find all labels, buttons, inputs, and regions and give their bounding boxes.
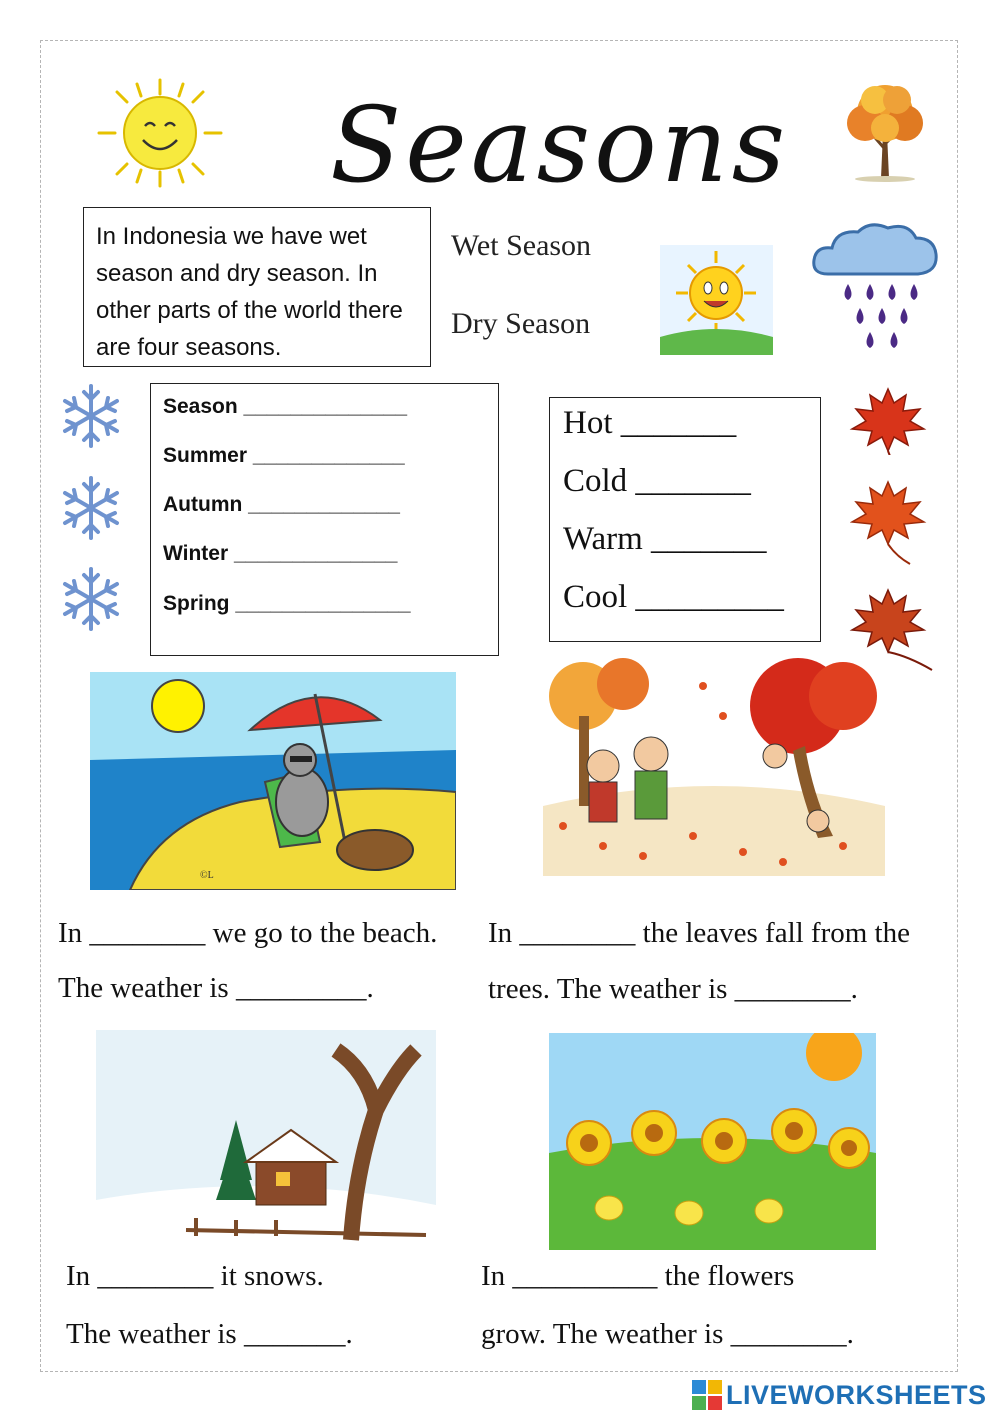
season-row-summer[interactable]: Summer _____________: [163, 444, 405, 467]
snowflake-icon: [58, 474, 124, 542]
autumn-park-picture: [543, 656, 885, 876]
temp-row-hot[interactable]: Hot _______: [563, 405, 737, 441]
temp-row-cool[interactable]: Cool _________: [563, 579, 784, 615]
temp-row-cold[interactable]: Cold _______: [563, 463, 751, 499]
spring-sentence-line2[interactable]: grow. The weather is ________.: [481, 1318, 854, 1350]
liveworksheets-logo-icon: [692, 1380, 722, 1410]
season-row-autumn[interactable]: Autumn _____________: [163, 493, 400, 516]
season-row-winter[interactable]: Winter ______________: [163, 542, 398, 565]
snowflake-icon: [58, 382, 124, 450]
autumn-sentence-line1[interactable]: In ________ the leaves fall from the: [488, 917, 910, 949]
winter-sentence-line2[interactable]: The weather is _______.: [66, 1318, 353, 1350]
maple-leaf-icon: [850, 478, 930, 568]
spring-flowers-picture: [549, 1033, 876, 1250]
temp-row-warm[interactable]: Warm _______: [563, 521, 767, 557]
winter-sentence-line1[interactable]: In ________ it snows.: [66, 1260, 324, 1292]
winter-cabin-picture: [96, 1030, 436, 1250]
liveworksheets-logo[interactable]: [690, 1374, 990, 1414]
season-table: [150, 383, 499, 656]
season-row-header[interactable]: Season ______________: [163, 395, 408, 418]
spring-sentence-line1[interactable]: In __________ the flowers: [481, 1260, 795, 1292]
rain-cloud-icon: [808, 222, 943, 362]
wet-season-label: Wet Season: [451, 229, 592, 262]
snowflake-icon: [58, 565, 124, 633]
smiling-sun-icon: [95, 78, 225, 188]
autumn-tree-icon: [835, 78, 935, 183]
page-title: Seasons: [330, 84, 790, 206]
season-row-spring[interactable]: Spring _______________: [163, 592, 411, 615]
summer-beach-picture: [90, 672, 456, 890]
maple-leaf-icon: [848, 385, 930, 455]
summer-sentence-line1[interactable]: In ________ we go to the beach.: [58, 917, 438, 949]
svg-text:©L: ©L: [200, 870, 214, 881]
intro-text-box: In Indonesia we have wet season and dry season. In other parts of the world there are four seasons.: [83, 207, 431, 367]
dry-season-label: Dry Season: [451, 307, 591, 340]
summer-sentence-line2[interactable]: The weather is _________.: [58, 972, 374, 1004]
liveworksheets-brand-text: LIVEWORKSHEETS: [726, 1380, 987, 1410]
autumn-sentence-line2[interactable]: trees. The weather is ________.: [488, 973, 858, 1005]
temperature-table: [549, 397, 821, 642]
sunny-sun-icon: [660, 245, 773, 355]
